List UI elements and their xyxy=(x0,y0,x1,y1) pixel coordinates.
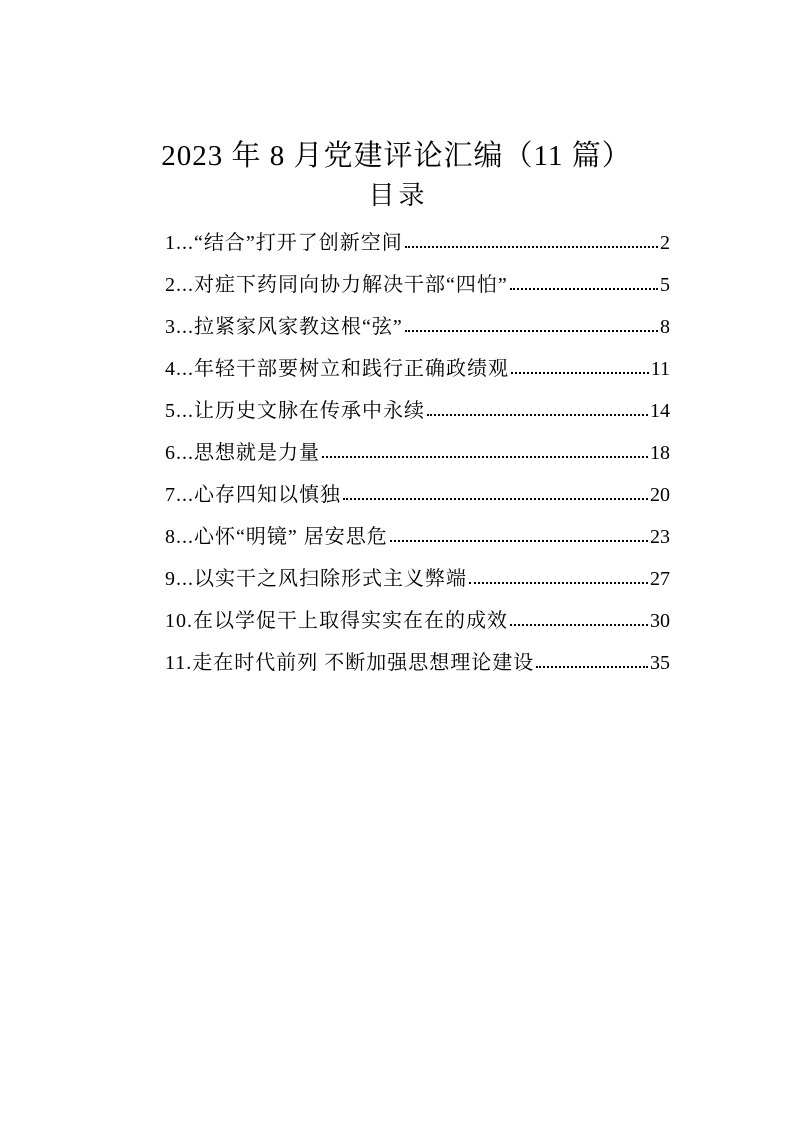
toc-heading: 目录 xyxy=(368,181,429,210)
toc-entry-page: 20 xyxy=(650,484,670,506)
toc-leader-dots xyxy=(405,246,658,248)
toc-entry-3[interactable] xyxy=(165,306,670,348)
toc-leader-dots xyxy=(343,498,648,500)
toc-leader-dots xyxy=(511,372,649,374)
toc-entry-page: 30 xyxy=(650,610,670,632)
toc-entry-label: 5...让历史文脉在传承中永续 xyxy=(165,400,425,422)
toc-entry-page: 35 xyxy=(650,652,670,674)
toc-entry-label: 6...思想就是力量 xyxy=(165,442,320,464)
toc-entry-page: 23 xyxy=(650,526,670,548)
toc-entry-6[interactable] xyxy=(165,432,670,474)
toc-entry-1[interactable] xyxy=(165,222,670,264)
toc-entry-page: 27 xyxy=(650,568,670,590)
toc-entry-label: 7...心存四知以慎独 xyxy=(165,484,341,506)
toc-entry-label: 8...心怀“明镜” 居安思危 xyxy=(165,526,388,548)
toc-leader-dots xyxy=(536,666,648,668)
toc-entry-page: 5 xyxy=(660,274,670,296)
toc-entry-label: 11.走在时代前列 不断加强思想理论建设 xyxy=(165,652,535,674)
toc-leader-dots xyxy=(469,582,648,584)
toc-leader-dots xyxy=(510,288,658,290)
toc-entry-11[interactable] xyxy=(165,642,670,684)
toc-entry-label: 10.在以学促干上取得实实在在的成效 xyxy=(165,610,508,632)
toc-entry-page: 18 xyxy=(650,442,670,464)
toc-leader-dots xyxy=(322,456,648,458)
toc-leader-dots xyxy=(427,414,648,416)
document-title: 2023 年 8 月党建评论汇编（11 篇） xyxy=(161,140,632,172)
toc-leader-dots xyxy=(510,624,648,626)
toc-entry-label: 4...年轻干部要树立和践行正确政绩观 xyxy=(165,358,509,380)
toc-entry-label: 2...对症下药同向协力解决干部“四怕” xyxy=(165,274,508,296)
toc-entry-label: 1...“结合”打开了创新空间 xyxy=(165,232,403,254)
toc-leader-dots xyxy=(405,330,658,332)
toc-entry-page: 14 xyxy=(650,400,670,422)
toc-entry-4[interactable] xyxy=(165,348,670,390)
toc-entry-page: 2 xyxy=(660,232,670,254)
toc-entry-5[interactable] xyxy=(165,390,670,432)
toc-entry-7[interactable] xyxy=(165,474,670,516)
toc-entry-label: 3...拉紧家风家教这根“弦” xyxy=(165,316,403,338)
toc-leader-dots xyxy=(390,540,648,542)
toc-entry-page: 8 xyxy=(660,316,670,338)
toc-list xyxy=(165,222,670,684)
toc-entry-2[interactable] xyxy=(165,264,670,306)
toc-entry-8[interactable] xyxy=(165,516,670,558)
toc-entry-10[interactable] xyxy=(165,600,670,642)
toc-entry-9[interactable] xyxy=(165,558,670,600)
toc-entry-page: 11 xyxy=(650,358,670,380)
toc-entry-label: 9...以实干之风扫除形式主义弊端 xyxy=(165,568,467,590)
